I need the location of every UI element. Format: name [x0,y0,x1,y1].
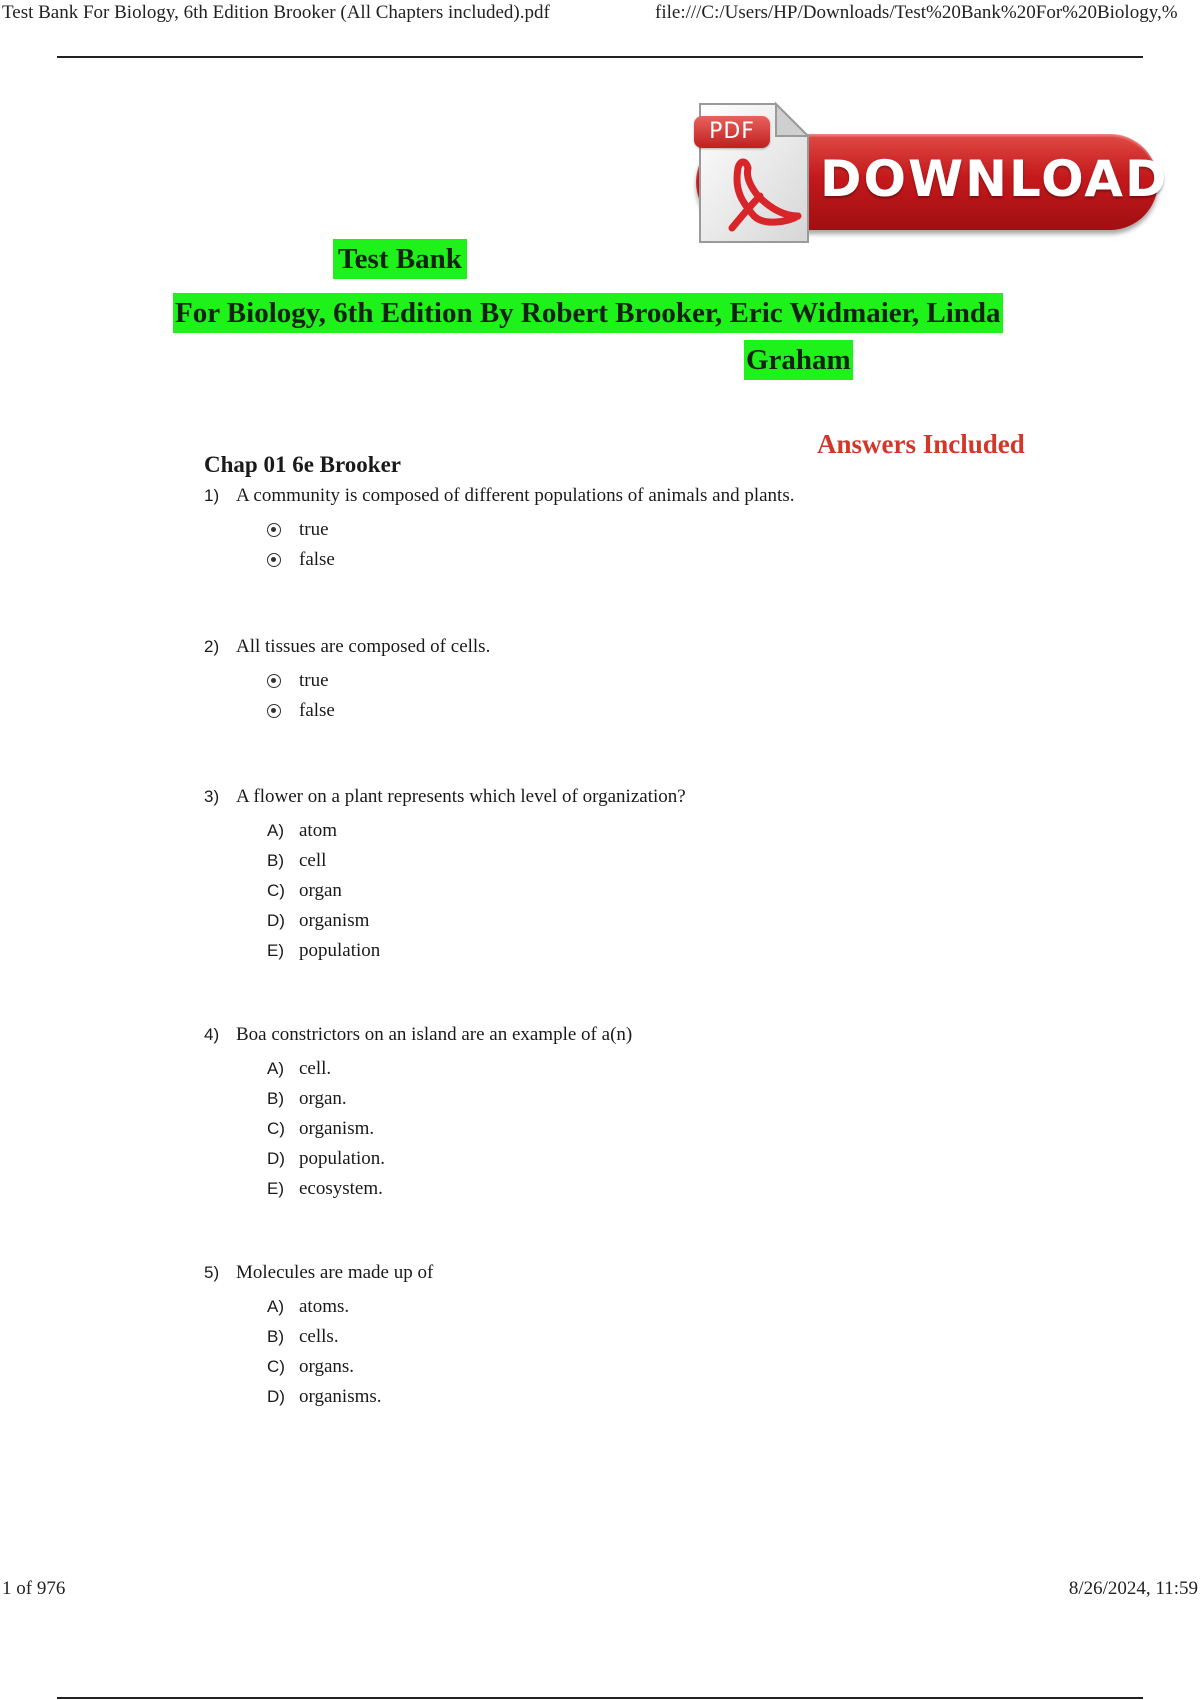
question-4 [204,1024,632,1204]
option-true[interactable]: true [204,666,490,696]
question-text: A flower on a plant represents which level of organization? [236,786,686,807]
radio-icon[interactable] [267,704,281,718]
pdf-label: PDF [694,116,770,148]
option-b[interactable]: B) cell [267,850,327,871]
question-number: 2) [204,637,220,656]
radio-icon[interactable] [267,553,281,567]
option-e[interactable]: E) population [267,940,381,961]
option-d[interactable]: D) population. [267,1148,386,1169]
title-line-2: For Biology, 6th Edition By Robert Brooker, Eric Widmaier, Linda [173,293,1003,333]
print-timestamp: 8/26/2024, 11:59 [1068,1578,1198,1599]
radio-icon[interactable] [267,523,281,537]
option-d[interactable]: D) organism [267,910,370,931]
question-5 [204,1262,433,1412]
question-3 [204,786,686,966]
option-c[interactable]: C) organs. [267,1356,355,1377]
page-counter: 1 of 976 [2,1578,66,1599]
question-1 [204,485,794,575]
document-title: Test Bank For Biology, 6th Edition Brooker (All Chapters included).pdf [2,2,550,23]
question-number: 5) [204,1263,220,1282]
chapter-heading: Chap 01 6e Brooker [204,452,401,477]
question-text: Boa constrictors on an island are an example of a(n) [236,1024,633,1045]
question-text: Molecules are made up of [236,1262,434,1283]
answers-included-label: Answers Included [817,429,1025,459]
option-c[interactable]: C) organ [267,880,342,901]
option-c[interactable]: C) organism. [267,1118,375,1139]
option-a[interactable]: A) atom [267,820,337,841]
question-text: A community is composed of different populations of animals and plants. [236,485,795,506]
question-number: 3) [204,787,220,806]
question-2 [204,636,490,726]
title-line-3: Graham [744,340,853,380]
header-divider [57,56,1143,58]
title-line-1: Test Bank [333,239,467,279]
question-number: 4) [204,1025,220,1044]
footer-divider [57,1697,1143,1699]
file-path: file:///C:/Users/HP/Downloads/Test%20Bank%20For%20Biology,% [655,2,1178,23]
option-true[interactable]: true [204,515,794,545]
option-d[interactable]: D) organisms. [267,1386,382,1407]
option-a[interactable]: A) atoms. [267,1296,350,1317]
option-a[interactable]: A) cell. [267,1058,332,1079]
question-number: 1) [204,486,220,505]
radio-icon[interactable] [267,674,281,688]
option-b[interactable]: B) organ. [267,1088,347,1109]
download-banner[interactable] [672,98,1169,248]
option-e[interactable]: E) ecosystem. [267,1178,383,1199]
option-b[interactable]: B) cells. [267,1326,339,1347]
option-false[interactable]: false [204,696,490,726]
question-text: All tissues are composed of cells. [236,636,491,657]
download-label: DOWNLOAD [820,150,1169,208]
option-false[interactable]: false [204,545,794,575]
